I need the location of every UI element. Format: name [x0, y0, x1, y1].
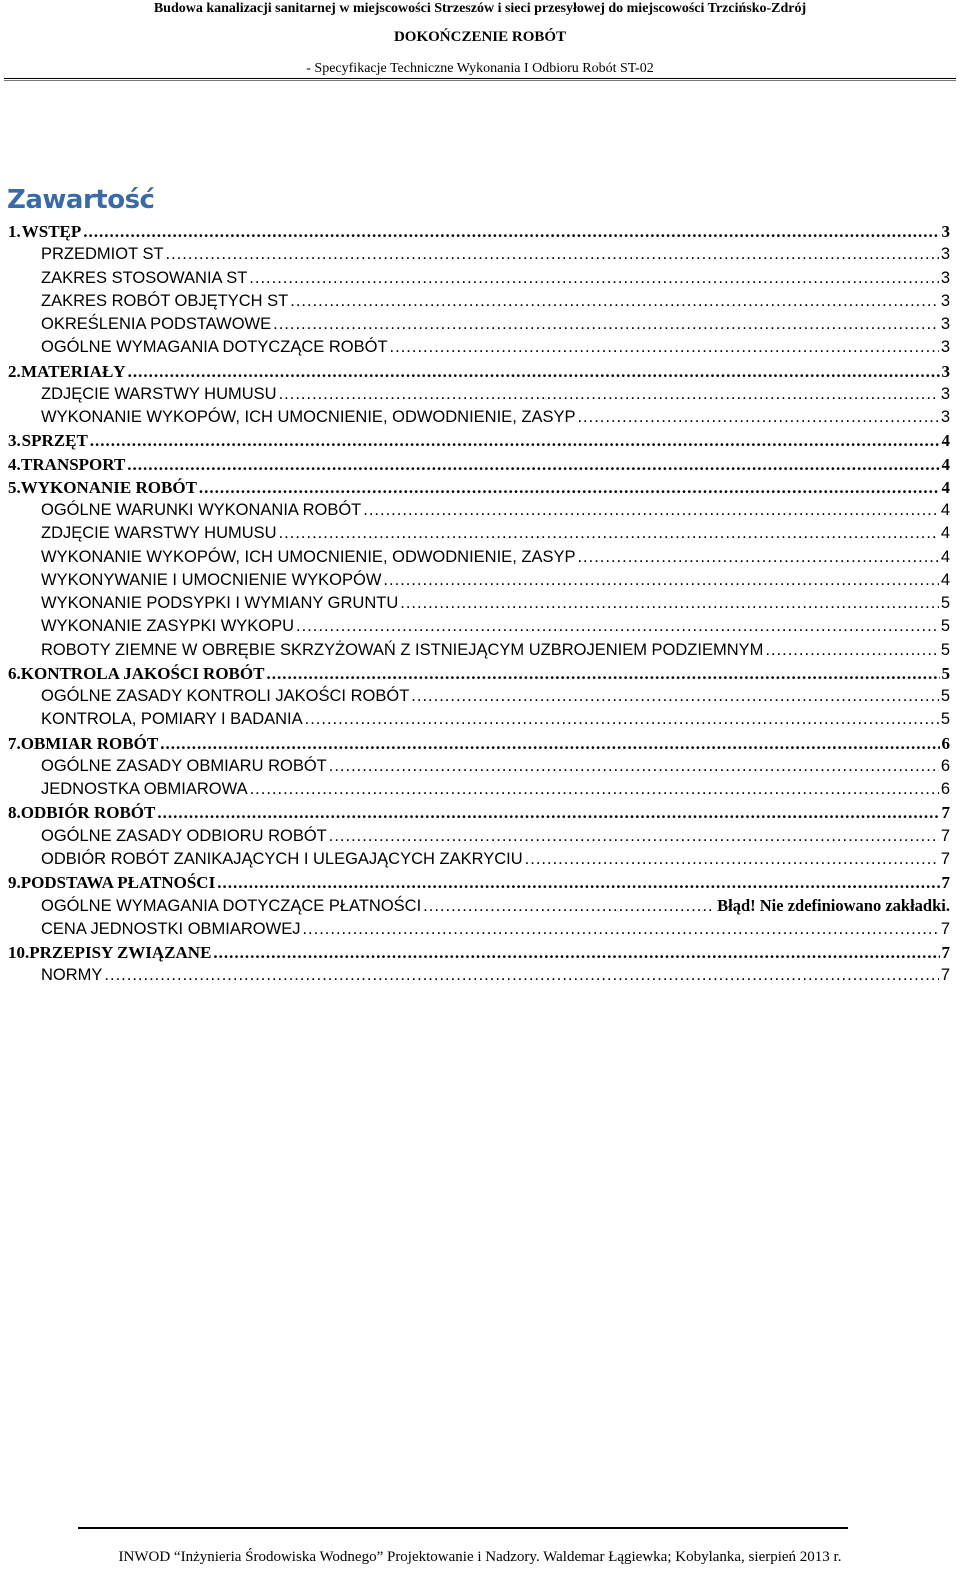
toc-entry-page: 4 [940, 524, 950, 543]
toc-entry[interactable] [0, 801, 960, 824]
toc-entry-label: ODBIÓR ROBÓT [20, 803, 156, 823]
toc-entry[interactable] [0, 894, 960, 917]
toc-entry-page: 3 [940, 315, 950, 333]
toc-dot-leader [329, 755, 939, 778]
toc-entry-page: 6 [941, 733, 950, 753]
toc-entry[interactable] [0, 360, 960, 383]
toc-entry-label: ODBIÓR ROBÓT ZANIKAJĄCYCH I ULEGAJĄCYCH ZAKRYCIU [41, 849, 523, 868]
toc-entry[interactable] [0, 592, 960, 615]
toc-entry-page: 3 [940, 245, 950, 264]
toc-dot-leader [302, 918, 938, 941]
toc-entry-label: KONTROLA JAKOŚCI ROBÓT [20, 663, 265, 683]
toc-entry-page: 4 [941, 454, 950, 474]
toc-dot-leader [577, 406, 938, 429]
toc-entry-page: 4 [940, 547, 950, 566]
toc-entry-page: 6 [940, 756, 950, 775]
toc-dot-leader [128, 360, 940, 383]
toc-entry[interactable] [0, 569, 960, 592]
toc-dot-leader [166, 243, 939, 266]
toc-entry-page: 4 [941, 477, 950, 497]
toc-entry-label: MATERIAŁY [21, 361, 126, 381]
page-footer: INWOD “Inżynieria Środowiska Wodnego” Projektowanie i Nadzory. Waldemar Łągiewka; Kobylanka, sierpień 2013 r. [118, 1549, 842, 1565]
toc-entry-page: 7 [940, 966, 950, 984]
toc-entry-page: Błąd! Nie zdefiniowano zakładki. [717, 896, 950, 916]
toc-entry-label: SPRZĘT [21, 431, 88, 451]
toc-entry[interactable] [0, 639, 960, 662]
toc-entry-label: OGÓLNE WYMAGANIA DOTYCZĄCE PŁATNOŚCI [41, 897, 422, 916]
toc-entry-page: 6 [940, 780, 950, 798]
toc-entry[interactable] [0, 453, 960, 476]
toc-entry-label: WYKONANIE PODSYPKI I WYMIANY GRUNTU [41, 594, 399, 612]
toc-dot-leader [213, 941, 939, 964]
header-spec-title: - Specyfikacje Techniczne Wykonania I Odbioru Robót ST-02 [306, 61, 654, 76]
toc-entry-label: OGÓLNE WARUNKI WYKONANIA ROBÓT [41, 501, 362, 519]
toc-entry[interactable] [0, 918, 960, 941]
toc-entry-number: 1. [8, 222, 21, 241]
toc-entry-number: 2. [8, 361, 21, 381]
toc-entry-number: 3. [8, 431, 21, 451]
toc-dot-leader [400, 592, 939, 615]
toc-entry-number: 5. [8, 477, 21, 497]
toc-entry-page: 3 [940, 408, 950, 426]
toc-entry-page: 7 [941, 942, 950, 962]
toc-dot-leader [411, 685, 939, 708]
toc-dot-leader [249, 267, 939, 290]
toc-entry[interactable] [0, 406, 960, 429]
toc-entry-label: ZAKRES STOSOWANIA ST [41, 268, 248, 287]
toc-entry-label: OGÓLNE ZASADY ODBIORU ROBÓT [41, 826, 327, 845]
toc-entry-page: 3 [940, 268, 950, 287]
toc-entry[interactable] [0, 243, 960, 266]
toc-entry-page: 4 [940, 570, 950, 589]
toc-dot-leader [83, 220, 939, 243]
toc-dot-leader [127, 453, 939, 476]
toc-dot-leader [157, 801, 939, 824]
toc-dot-leader [104, 964, 938, 987]
toc-entry-label: WSTĘP [21, 222, 82, 241]
toc-entry-label: ZAKRES ROBÓT OBJĘTYCH ST [41, 291, 289, 310]
toc-entry[interactable] [0, 499, 960, 522]
toc-entry-page: 4 [941, 431, 950, 451]
toc-entry[interactable] [0, 964, 960, 987]
toc-entry-label: OGÓLNE WYMAGANIA DOTYCZĄCE ROBÓT [41, 338, 388, 357]
header-divider [4, 78, 956, 81]
toc-entry[interactable] [0, 848, 960, 871]
toc-dot-leader [390, 336, 939, 359]
toc-entry[interactable] [0, 825, 960, 848]
toc-entry-label: PRZEDMIOT ST [41, 245, 164, 264]
toc-entry-page: 7 [941, 873, 950, 892]
toc-dot-leader [199, 476, 940, 499]
toc-entry-page: 3 [940, 338, 950, 357]
header-section-title: DOKOŃCZENIE ROBÓT [393, 29, 567, 45]
toc-dot-leader [279, 522, 939, 545]
toc-dot-leader [525, 848, 939, 871]
toc-entry-label: OBMIAR ROBÓT [20, 733, 159, 753]
toc-dot-leader [266, 662, 939, 685]
toc-entry-label: ROBOTY ZIEMNE W OBRĘBIE SKRZYŻOWAŃ Z ISTNIEJĄCYM UZBROJENIEM PODZIEMNYM [41, 640, 764, 659]
toc-entry-page: 7 [940, 826, 950, 845]
toc-entry[interactable] [0, 546, 960, 569]
toc-entry-page: 3 [940, 291, 950, 310]
toc-entry[interactable] [0, 778, 960, 801]
toc-entry-label: WYKONANIE WYKOPÓW, ICH UMOCNIENIE, ODWODNIENIE, ZASYP [41, 547, 576, 566]
toc-entry[interactable] [0, 871, 960, 894]
toc-entry-label: ZDJĘCIE WARSTWY HUMUSU [41, 384, 277, 403]
toc-entry[interactable] [0, 732, 960, 755]
toc-entry-label: PRZEPISY ZWIĄZANE [29, 942, 212, 962]
toc-entry[interactable] [0, 662, 960, 685]
toc-entry-page: 5 [940, 687, 950, 705]
toc-entry-label: PODSTAWA PŁATNOŚCI [20, 873, 216, 892]
toc-entry[interactable] [0, 383, 960, 406]
toc-dot-leader [765, 639, 938, 662]
toc-entry-page: 5 [940, 710, 950, 729]
toc-entry-label: TRANSPORT [21, 454, 126, 474]
toc-entry[interactable] [0, 522, 960, 545]
toc-dot-leader [329, 825, 939, 848]
toc-entry[interactable] [0, 476, 960, 499]
toc-entry-page: 7 [940, 919, 950, 938]
toc-entry[interactable] [0, 941, 960, 964]
toc-entry[interactable] [0, 220, 960, 243]
toc-entry[interactable] [0, 313, 960, 336]
toc-entry[interactable] [0, 429, 960, 452]
toc-entry-page: 5 [940, 617, 950, 636]
toc-dot-leader [273, 313, 939, 336]
toc-dot-leader [290, 290, 939, 313]
toc-entry-label: WYKONANIE ZASYPKI WYKOPU [41, 617, 295, 636]
toc-dot-leader [279, 383, 939, 406]
toc-entry[interactable] [0, 755, 960, 778]
toc-entry-label: WYKONANIE WYKOPÓW, ICH UMOCNIENIE, ODWODNIENIE, ZASYP [41, 408, 576, 426]
toc-entry-page: 5 [940, 594, 950, 612]
toc-entry-page: 4 [940, 501, 950, 519]
toc-entry-number: 6. [8, 663, 21, 683]
header-project-title: Budowa kanalizacji sanitarnej w miejscowości Strzeszów i sieci przesyłowej do miejscowości Trzcińsko-Zdrój [153, 1, 807, 16]
toc-entry-page: 7 [940, 849, 950, 868]
toc-entry-label: NORMY [41, 966, 103, 984]
toc-dot-leader [363, 499, 939, 522]
toc-entry-page: 3 [940, 384, 950, 403]
toc-dot-leader [296, 615, 939, 638]
toc-entry-label: KONTROLA, POMIARY I BADANIA [41, 710, 303, 729]
toc-dot-leader [305, 708, 939, 731]
toc-dot-leader [160, 732, 939, 755]
toc-entry-page: 7 [941, 803, 950, 823]
toc-entry-label: ZDJĘCIE WARSTWY HUMUSU [41, 524, 277, 543]
toc-dot-leader [250, 778, 939, 801]
toc-entry-page: 5 [940, 640, 950, 659]
toc-entry-label: WYKONANIE ROBÓT [20, 477, 197, 497]
toc-entry-number: 4. [8, 454, 21, 474]
toc-entry-label: JEDNOSTKA OBMIAROWA [41, 780, 248, 798]
toc-entry-label: OGÓLNE ZASADY OBMIARU ROBÓT [41, 756, 327, 775]
toc-entry[interactable] [0, 615, 960, 638]
toc-title: Zawartość [7, 185, 155, 215]
toc-dot-leader [217, 871, 939, 894]
toc-dot-leader [383, 569, 938, 592]
toc-entry[interactable] [0, 685, 960, 708]
toc-entry-number: 8. [8, 803, 21, 823]
toc-entry-label: OGÓLNE ZASADY KONTROLI JAKOŚCI ROBÓT [41, 687, 410, 705]
table-of-contents [0, 220, 960, 987]
toc-entry-number: 9. [8, 873, 21, 892]
toc-entry-page: 5 [941, 663, 950, 683]
toc-entry-page: 3 [941, 361, 950, 381]
toc-dot-leader [90, 429, 940, 452]
toc-dot-leader [577, 546, 938, 569]
toc-entry[interactable] [0, 708, 960, 731]
toc-dot-leader [423, 895, 715, 918]
toc-entry[interactable] [0, 290, 960, 313]
toc-entry-label: WYKONYWANIE I UMOCNIENIE WYKOPÓW [41, 570, 382, 589]
toc-entry[interactable] [0, 336, 960, 359]
toc-entry-number: 10. [8, 942, 30, 962]
footer-divider [78, 1527, 848, 1529]
toc-entry-label: OKREŚLENIA PODSTAWOWE [41, 315, 272, 333]
toc-entry[interactable] [0, 267, 960, 290]
toc-entry-label: CENA JEDNOSTKI OBMIAROWEJ [41, 919, 301, 938]
toc-entry-page: 3 [941, 222, 950, 241]
toc-entry-number: 7. [8, 733, 21, 753]
